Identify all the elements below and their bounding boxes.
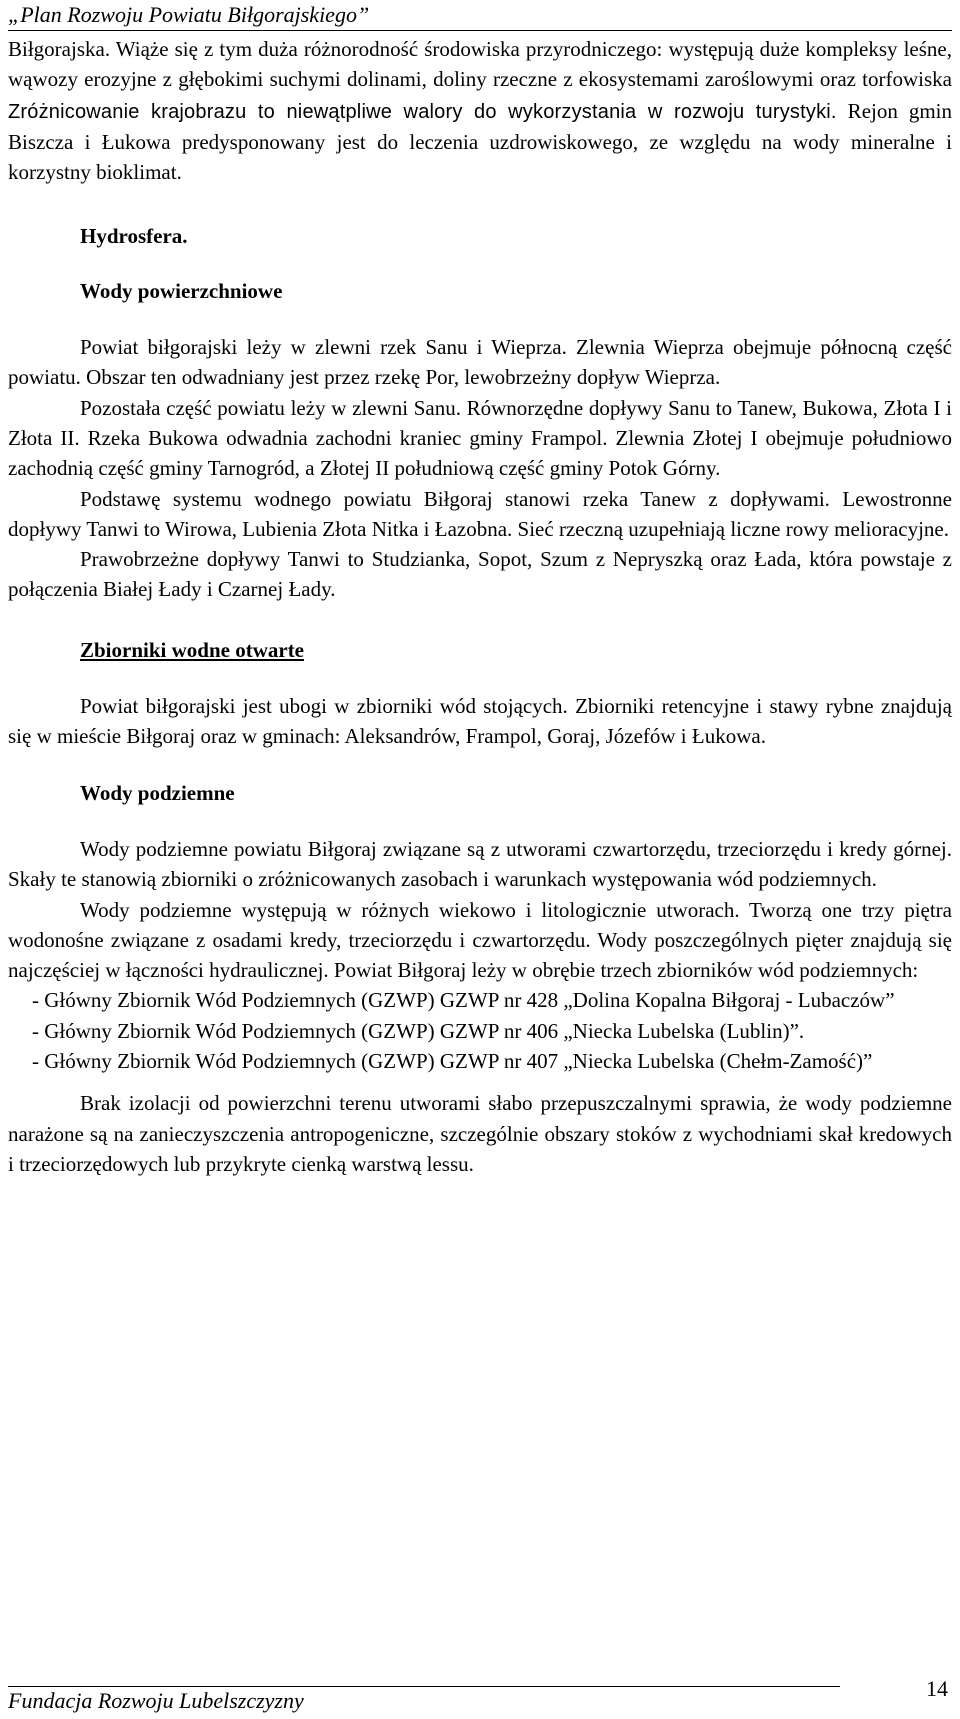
heading-zbiorniki: Zbiorniki wodne otwarte <box>80 637 305 662</box>
reservoirs-paragraph: Powiat biłgorajski jest ubogi w zbiorniki wód stojących. Zbiorniki retencyjne i stawy rybne znajdują się w mieście Biłgoraj oraz w gminach: Aleksandrów, Frampol, Goraj, Józefów i Łukowa. <box>8 694 952 749</box>
surface-paragraph-4: Prawobrzeżne dopływy Tanwi to Studzianka, Sopot, Szum z Nepryszką oraz Łada, która powstaje z połączenia Białej Łady i Czarnej Łady. <box>8 547 952 602</box>
groundwater-paragraph-2: Wody podziemne występują w różnych wiekowo i litologicznie utworach. Tworzą one trzy piętra wodonośne związane z osadami kredy, trzeciorzędu i czwartorzędu. Wody poszczególnych pięter znajdują się najczęściej w łączności hydraulicznej. Powiat Biłgoraj leży w obrębie trzech zbiorników wód podziemnych: <box>8 897 952 983</box>
heading-wody-podziemne: Wody podziemne <box>80 780 235 805</box>
groundwater-paragraph-1: Wody podziemne powiatu Biłgoraj związane są z utworami czwartorzędu, trzeciorzędu i kredy górnej. Skały te stanowią zbiorniki o zróżnicowanych zasobach i warunkach występowania wód podziemnych. <box>8 836 952 892</box>
intro-paragraph <box>8 34 952 187</box>
header-title: „Plan Rozwoju Powiatu Biłgorajskiego” <box>8 2 370 27</box>
surface-paragraph-1: Powiat biłgorajski leży w zlewni rzek Sanu i Wieprza. Zlewnia Wieprza obejmuje północną część powiatu. Obszar ten odwadniany jest przez rzekę Por, lewobrzeżny dopływ Wieprza. <box>8 335 952 390</box>
groundwater-list-item: - Główny Zbiornik Wód Podziemnych (GZWP) GZWP nr 406 „Niecka Lubelska (Lublin)”. <box>32 1018 805 1043</box>
intro-text: Biłgorajska. Wiąże się z tym duża różnorodność środowiska przyrodniczego: występują duże kompleksy leśne, wąwozy erozyjne z głębokimi suchymi dolinami, doliny rzeczne z ekosystemami zaroślowymi oraz torfowiska <box>8 37 952 92</box>
header-rule <box>8 30 952 31</box>
groundwater-paragraph-3: Brak izolacji od powierzchni terenu utworami słabo przepuszczalnymi sprawia, że wody podziemne narażone są na zanieczyszczenia antropogeniczne, szczególnie obszary stoków z wychodniami skał kredowych i trzeciorzędowych lub przykryte cienką warstwą lessu. <box>8 1091 952 1176</box>
intro-text-sans: Zróżnicowanie krajobrazu to niewątpliwe walory do wykorzystania w rozwoju turystyki. <box>8 100 837 123</box>
heading-wody-powierzchniowe: Wody powierzchniowe <box>80 278 283 303</box>
footer-rule <box>8 1686 840 1687</box>
groundwater-list-item: - Główny Zbiornik Wód Podziemnych (GZWP) GZWP nr 407 „Niecka Lubelska (Chełm-Zamość)” <box>32 1049 873 1074</box>
intro-text-tail: Rejon gmin Biszcza i Łukowa predysponowany jest do leczenia uzdrowiskowego, ze względu na wody mineralne i korzystny bioklimat. <box>8 98 953 185</box>
document-body <box>8 34 952 1179</box>
page-number: 14 <box>926 1676 948 1701</box>
heading-hydrosfera: Hydrosfera. <box>80 224 188 249</box>
surface-paragraph-3: Podstawę systemu wodnego powiatu Biłgoraj stanowi rzeka Tanew z dopływami. Lewostronne dopływy Tanwi to Wirowa, Lubienia Złota Nitka i Łazobna. Sieć rzeczną uzupełniają liczne rowy melioracyjne. <box>8 486 952 541</box>
footer-organization: Fundacja Rozwoju Lubelszczyzny <box>8 1688 304 1713</box>
surface-paragraph-2: Pozostała część powiatu leży w zlewni Sanu. Równorzędne dopływy Sanu to Tanew, Bukowa, Złota I i Złota II. Rzeka Bukowa odwadnia zachodni kraniec gminy Frampol. Zlewnia Złotej I obejmuje południowo zachodnią część gminy Tarnogród, a Złotej II południową część gminy Potok Górny. <box>8 395 952 481</box>
groundwater-list-item: - Główny Zbiornik Wód Podziemnych (GZWP) GZWP nr 428 „Dolina Kopalna Biłgoraj - Lubaczów” <box>32 988 895 1013</box>
